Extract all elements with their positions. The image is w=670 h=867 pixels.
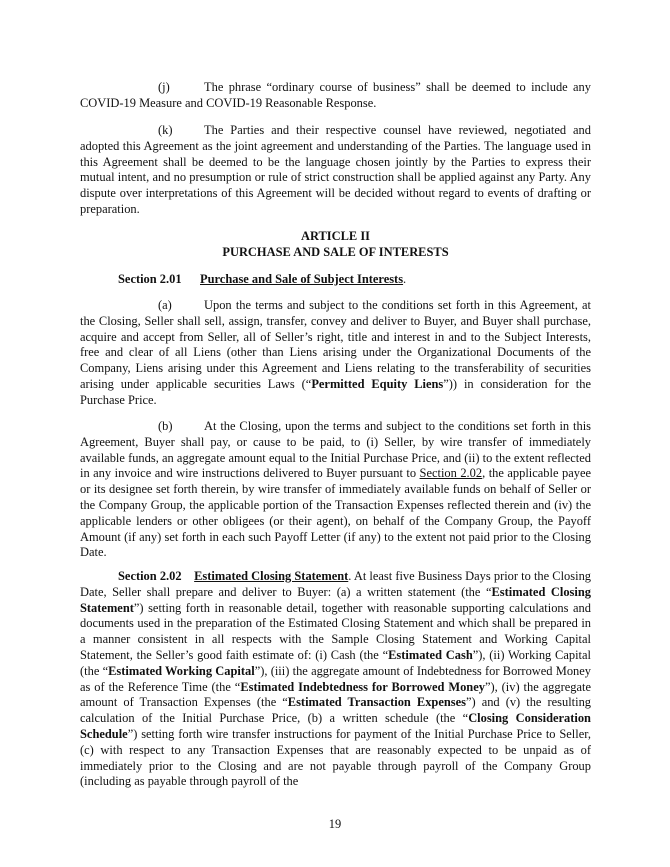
defined-term: Estimated Indebtedness for Borrowed Money: [240, 679, 485, 694]
defined-term: Estimated Cash: [388, 647, 473, 662]
defined-term: Estimated Transaction Expenses: [287, 695, 466, 710]
paragraph-number: (a): [158, 298, 172, 312]
article-number: ARTICLE II: [300, 229, 371, 243]
section-text: . At least five Business Days prior to the Closing Date, Seller shall prepare and deliver to Buyer: (a) a written statement (the “: [80, 569, 592, 599]
section-number: Section 2.02: [118, 569, 182, 583]
section-title-trailing: .: [403, 272, 407, 286]
article-title: PURCHASE AND SALE OF INTERESTS: [222, 245, 449, 259]
paragraph-text: The Parties and their respective counsel have reviewed, negotiated and adopted this Agreement as the joint agreement and understanding of the Parties. The language used in this Agreement shall be deemed to be the language chosen jointly by the Parties to express their mutual intent, and no presumption or rule of strict construction shall be applied against any Party. Any dispute over interpretations of this Agreement will be decided without regard to events of drafting or preparation.: [80, 123, 591, 216]
section-text: ”) and (v) the resulting calculation of the Initial Purchase Price, (b) a written schedule (the “: [80, 695, 592, 726]
paragraph-text: Upon the terms and subject to the conditions set forth in this Agreement, at the Closing, Seller shall sell, assign, transfer, convey and deliver to Buyer, and Buyer shall purchase, acquire and accept from Seller, all of Seller’s right, title and interest in and to the Subject Interests, free and clear of all Liens (other than Liens arising under the Organizational Documents of the Company, Liens arising under this Agreement and Liens relating to the transferability of securities arising under applicable securities Laws (“: [80, 298, 591, 391]
section-2-01-heading: [80, 272, 591, 288]
section-text: ”) setting forth wire transfer instructions for payment of the Initial Purchase Price to Seller, (c) with respect to any Transaction Expenses that are reasonably expected to be unpaid as of immediately prior to the Closing and are not payable through payroll of the Company Group (including as payable through payroll of the: [80, 726, 591, 789]
paragraph-number: (j): [158, 80, 170, 94]
defined-term: Estimated Closing Statement: [80, 584, 591, 615]
paragraph-number: (b): [158, 419, 173, 433]
defined-term: Estimated Working Capital: [108, 663, 255, 678]
section-text: ”), (ii) Working Capital (the “: [80, 647, 591, 678]
paragraph-text-end: ”)) in consideration for the Purchase Price.: [80, 376, 591, 407]
section-text: ”), (iii) the aggregate amount of Indebtedness for Borrowed Money as of the Reference Time (the “: [80, 663, 591, 694]
paragraph-2-01-b: [80, 419, 591, 561]
paragraph-text-end: , the applicable payee or its designee set forth therein, by wire transfer of immediately available funds on behalf of Seller or the Company Group, the applicable portion of the Transaction Expenses reflected therein and (iv) the applicable lenders or other obligees (or their agent), on behalf of the Company Group, the Payoff Amount (if any) set forth in each such Payoff Letter (if any) to the extent not paid prior to the Closing Date.: [80, 466, 591, 560]
paragraph-j: [80, 80, 591, 112]
paragraph-text: The phrase “ordinary course of business” shall be deemed to include any COVID-19 Measure and COVID-19 Reasonable Response.: [80, 80, 591, 110]
section-number: Section 2.01: [118, 272, 182, 286]
section-title: Purchase and Sale of Subject Interests: [200, 272, 404, 286]
page-number: 19: [328, 817, 342, 831]
section-text: ”) setting forth in reasonable detail, together with reasonable supporting calculations and documents used in the preparation of the Estimated Closing Statement and which shall be prepared in a manner consistent in all respects with the Sample Closing Statement and Working Capital Statement, the Seller’s good faith estimate of: (i) Cash (the “: [80, 600, 591, 662]
paragraph-2-01-a: [80, 298, 591, 409]
section-text: ”), (iv) the aggregate amount of Transaction Expenses (the “: [80, 679, 591, 710]
paragraph-k: [80, 123, 591, 218]
section-title: Estimated Closing Statement: [194, 569, 349, 583]
paragraph-text: At the Closing, upon the terms and subject to the conditions set forth in this Agreement, Buyer shall pay, or cause to be paid, to (i) Seller, by wire transfer of immediately available funds, an aggregate amount equal to the Initial Purchase Price, and (ii) to the extent reflected in any invoice and wire instructions delivered to Buyer pursuant to: [80, 419, 591, 481]
defined-term: Closing Consideration Schedule: [80, 711, 591, 741]
defined-term: Permitted Equity Liens: [311, 376, 444, 391]
section-cross-reference: Section 2.02: [419, 466, 483, 481]
section-2-02: [80, 569, 591, 790]
paragraph-number: (k): [158, 123, 173, 137]
